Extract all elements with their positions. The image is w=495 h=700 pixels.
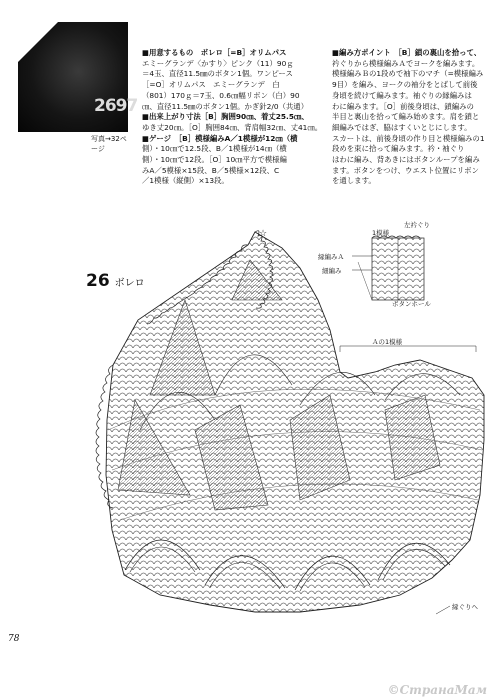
method-line: を通します。	[332, 176, 376, 186]
method-line: 模様編みＢの1段めで袖下のマチ（=模様編み	[332, 69, 484, 79]
method-line: 衿ぐりから模様編みＡでヨークを編みます。	[332, 58, 480, 68]
materials-line: 側）・10㎝で12段。［O］10㎝平方で模様編	[142, 155, 287, 165]
materials-line: ＝4玉、直径11.5㎜のボタン1個。ワンピース	[142, 69, 293, 79]
materials-line: ［=O］オリムパス エミーグランデ 白	[142, 80, 280, 90]
materials-line: ／1模様（縦側）×13段。	[142, 176, 229, 186]
sleeve-edge-detail	[358, 236, 424, 300]
watermark: ©СтранаМам	[387, 683, 487, 697]
method-line: 身頃を続けて編みます。袖ぐりの縁編みは	[332, 90, 472, 100]
button-loop-label: ボタンホール	[392, 300, 431, 308]
method-line: 半目と裏山を拾って編み始めます。肩を鎖と	[332, 112, 480, 122]
sc-label: 細編み	[322, 267, 342, 275]
method-line: ■編み方ポイント ［B］鎖の裏山を拾って、	[332, 48, 482, 57]
materials-line: 側）・10㎝で12.5段、B／1模様が14㎝（横	[142, 144, 287, 154]
method-line: ます。ボタンをつけ、ウエスト位置にリボン	[332, 165, 479, 175]
edge-end-label: 縁ぐりへ	[452, 603, 478, 611]
edging-a-label: 縁編みＡ	[318, 253, 344, 261]
materials-line: ㎝、直径11.5㎜のボタン1個。かぎ針2/0（共通）	[142, 101, 309, 111]
a-repeat-band-label: Ａの1模様	[372, 338, 403, 346]
pattern-a-repeat-label: 1模様	[372, 229, 390, 237]
materials-line: エミーグランデ〈かすり〉ピンク（11）90ｇ	[142, 58, 294, 68]
diagram-number: 26	[86, 271, 110, 291]
method-line: スカートは、前後身頃の作り目と模様編みの1	[332, 133, 485, 143]
materials-line: ゆき丈20㎝。［O］胸囲84㎝、背肩幅32㎝、丈41㎝。	[142, 122, 323, 132]
materials-line: ■出来上がり寸法［B］胸囲90㎝、着丈25.5㎝、	[142, 112, 309, 122]
diagram-name: ボレロ	[114, 278, 145, 289]
method-line: 細編みではぎ、脇はすくいとじにします。	[332, 122, 472, 132]
photo-caption: 写真→32ページ	[91, 135, 127, 153]
pattern-body	[96, 231, 484, 612]
collar-label: 左衿ぐり	[404, 221, 430, 229]
photo-number: 2697	[94, 96, 138, 116]
method-line: 段めを束に拾って編みます。衿・袖ぐり	[332, 144, 465, 154]
page-number: 78	[8, 634, 20, 644]
method-line: わに編みます。［O］前後身頃は、鎖編みの	[332, 101, 474, 111]
materials-line: ■ゲージ ［B］模様編みA／1模様が12㎝（横	[142, 133, 298, 143]
materials-line: （801）170ｇ＝7玉、0.6㎝幅リボン（白）90	[142, 90, 300, 100]
star-marker: ☆	[259, 229, 268, 239]
materials-line: みA／5模様×15段、B／5模様×12段、C	[142, 165, 280, 175]
method-line: はわに編み、背あきにはボタンループを編み	[332, 155, 480, 165]
materials-line: ■用意するもの ボレロ［=B］オリムパス	[142, 48, 287, 57]
method-line: 9目）を編み、ヨークの袖分をとばして前後	[332, 80, 478, 90]
